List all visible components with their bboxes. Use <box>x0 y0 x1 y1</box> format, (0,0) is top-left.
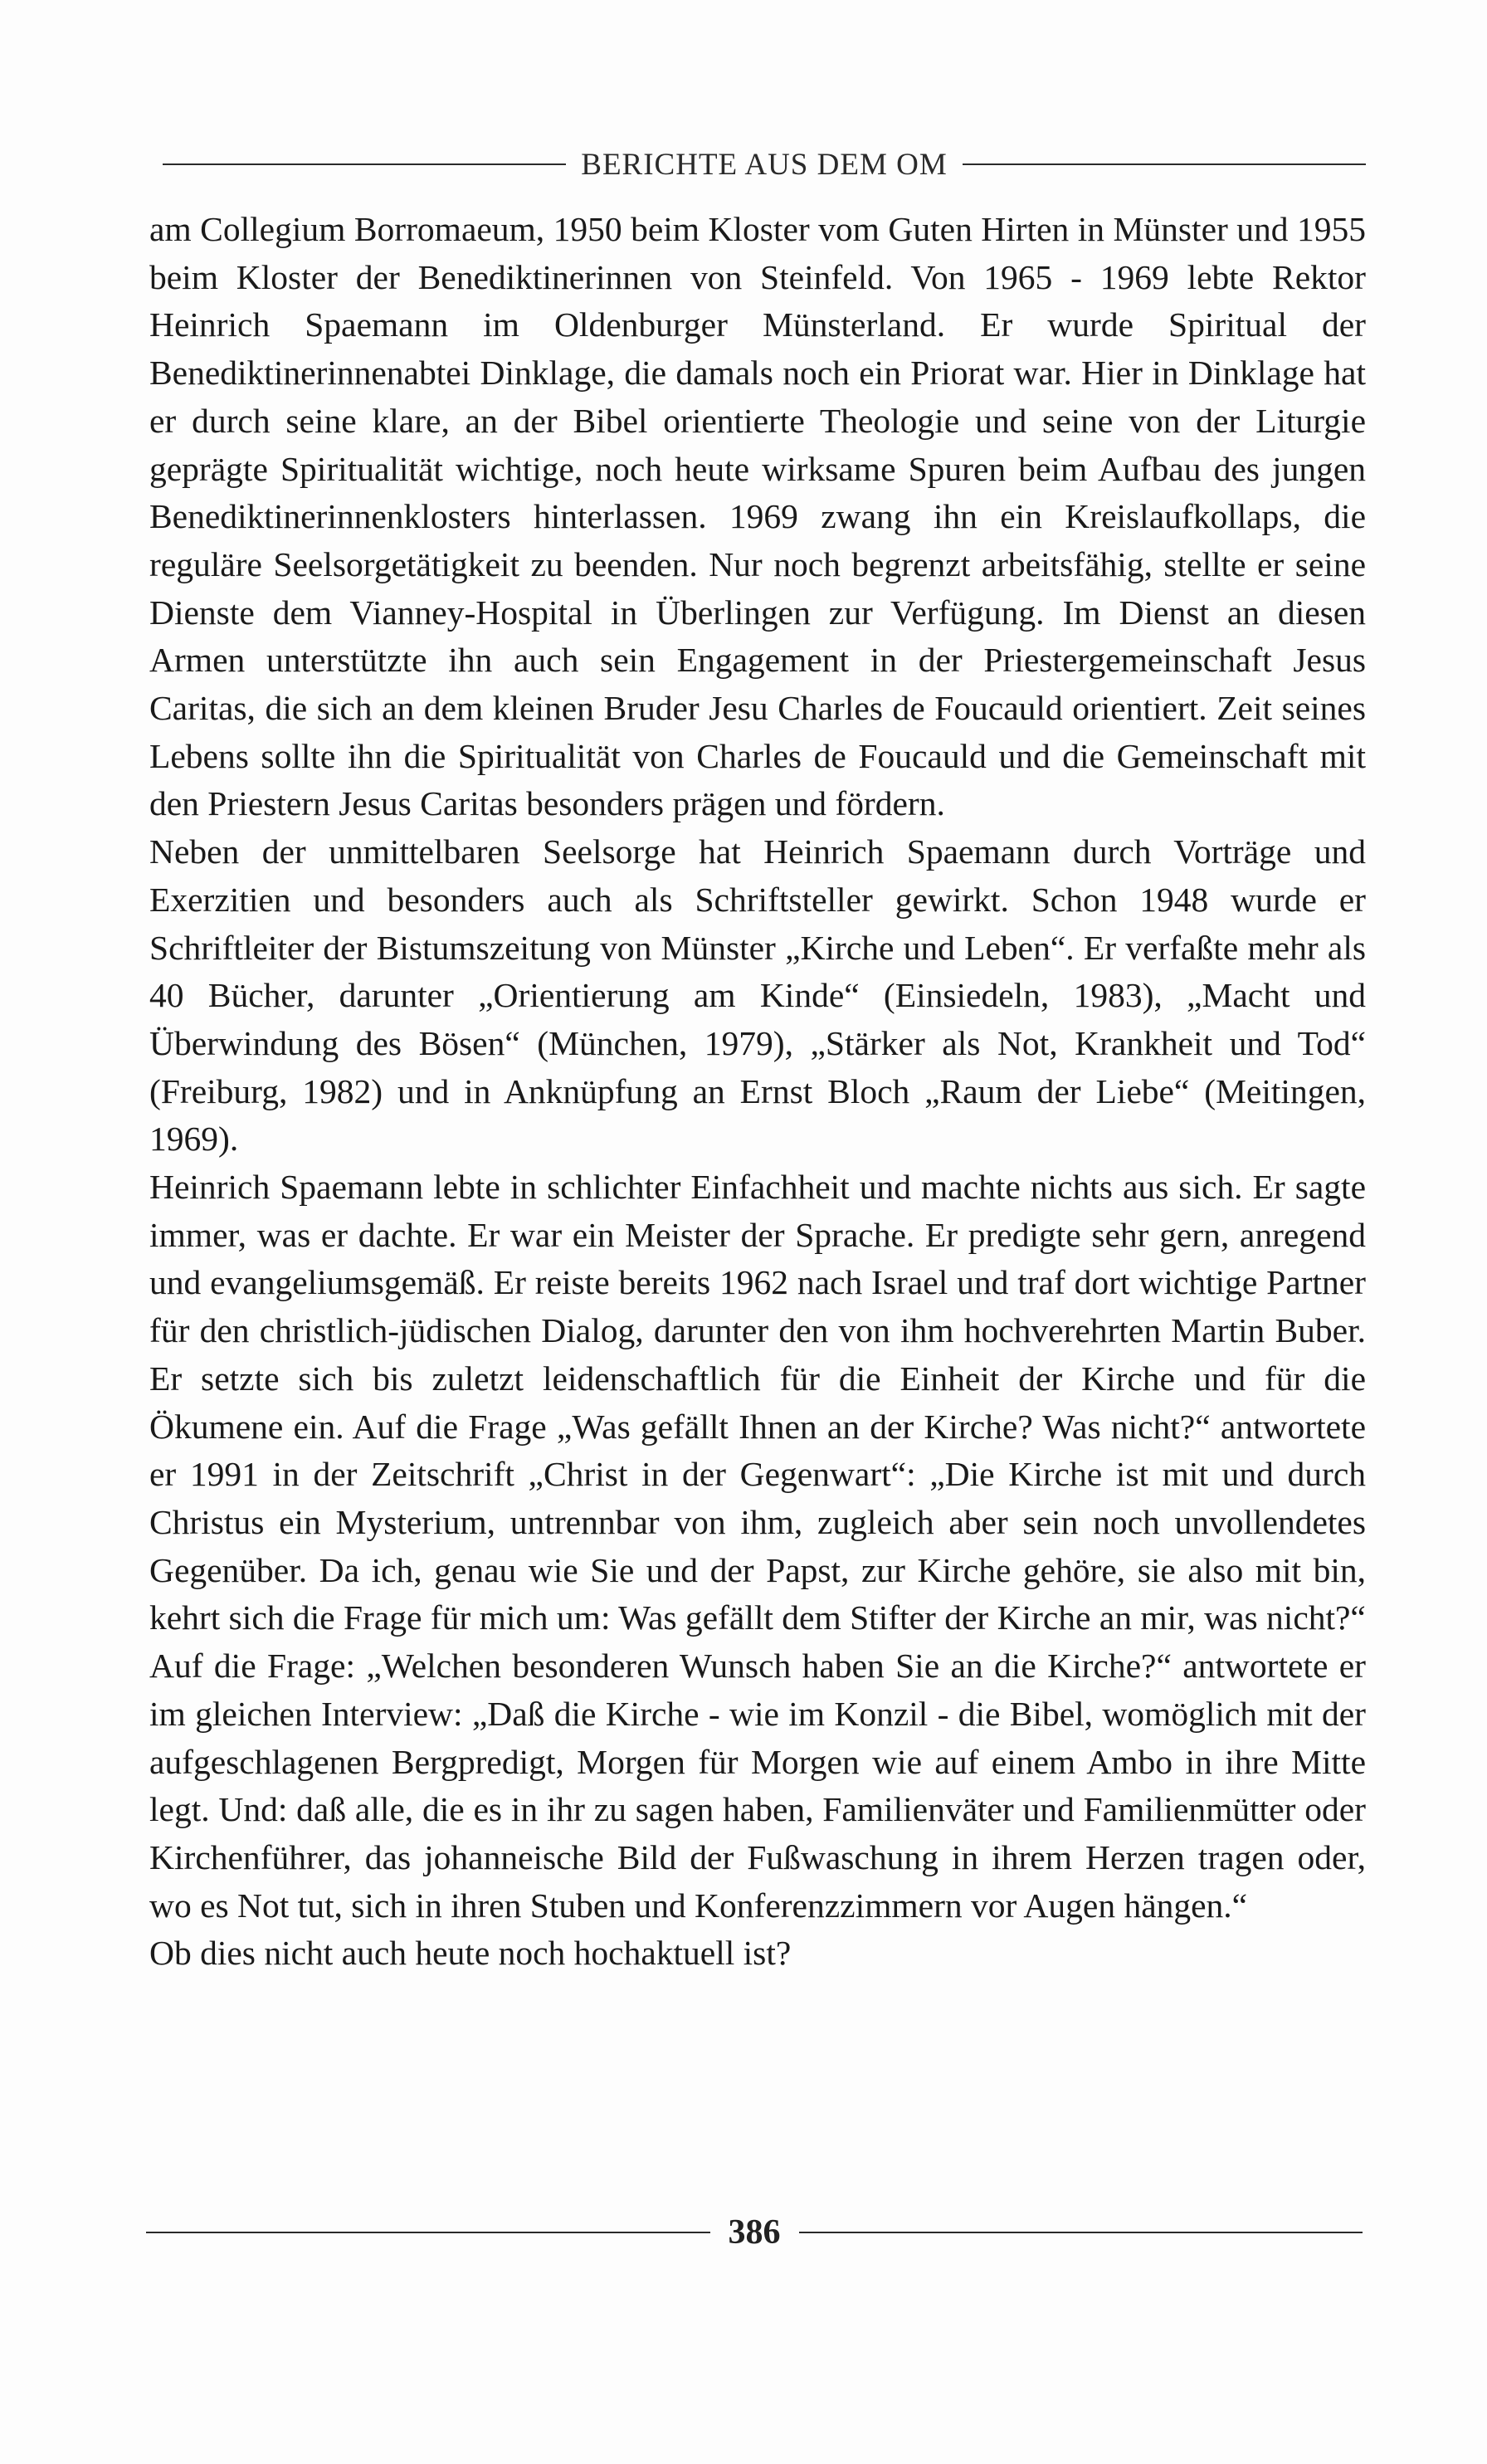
page-number: 386 <box>728 2213 781 2252</box>
header-rule-left <box>163 163 566 165</box>
paragraph-3: Heinrich Spaemann lebte in schlichter Einfachheit und machte nichts aus sich. Er sagte immer, was er dachte. Er war ein Meister der Sprache. Er predigte sehr gern, anregend und evangeliumsgemäß. Er reiste bereits 1962 nach Israel und traf dort wichtige Partner für den christlich-jüdischen Dialog, darunter den von ihm hochverehrten Martin Buber. Er setzte sich bis zuletzt leidenschaftlich für die Einheit der Kirche und für die Ökumene ein. Auf die Frage „Was gefällt Ihnen an der Kirche? Was nicht?“ antwortete er 1991 in der Zeitschrift „Christ in der Gegenwart“: „Die Kirche ist mit und durch Christus ein Mysterium, untrennbar von ihm, zugleich aber sein noch unvollendetes Gegenüber. Da ich, genau wie Sie und der Papst, zur Kirche gehöre, sie also mit bin, kehrt sich die Frage für mich um: Was gefällt dem Stifter der Kirche an mir, was nicht?“ <box>149 1168 1366 1637</box>
paragraph-4: Auf die Frage: „Welchen besonderen Wunsch haben Sie an die Kirche?“ antwortete er im gleichen Interview: „Daß die Kirche - wie im Konzil - die Bibel, womöglich mit der aufgeschlagenen Bergpredigt, Morgen für Morgen wie auf einem Ambo in ihre Mitte legt. Und: daß alle, die es in ihr zu sagen haben, Familienväter und Familienmütter oder Kirchenführer, das johanneische Bild der Fußwaschung in ihrem Herzen tragen oder, wo es Not tut, sich in ihren Stuben und Konferenzzimmern vor Augen hängen.“ <box>149 1647 1366 1925</box>
running-header <box>163 139 1366 189</box>
footer-rule-left <box>146 2232 710 2233</box>
running-title: BERICHTE AUS DEM OM <box>581 147 948 182</box>
paragraph-2: Neben der unmittelbaren Seelsorge hat Heinrich Spaemann durch Vorträge und Exerzitien und besonders auch als Schriftsteller gewirkt. Schon 1948 wurde er Schriftleiter der Bistumszeitung von Münster „Kirche und Leben“. Er verfaßte mehr als 40 Bücher, darunter „Orientierung am Kinde“ (Einsiedeln, 1983), „Macht und Überwindung des Bösen“ (München, 1979), „Stärker als Not, Krankheit und Tod“ (Freiburg, 1982) und in Anknüpfung an Ernst Bloch „Raum der Liebe“ (Meitingen, 1969). <box>149 832 1366 1159</box>
paragraph-5: Ob dies nicht auch heute noch hochaktuell ist? <box>149 1934 792 1973</box>
paragraph-1: am Collegium Borromaeum, 1950 beim Kloster vom Guten Hirten in Münster und 1955 beim Kloster der Benediktinerinnen von Steinfeld. Von 1965 - 1969 lebte Rektor Heinrich Spaemann im Oldenburger Münsterland. Er wurde Spiritual der Benediktinerinnenabtei Dinklage, die damals noch ein Priorat war. Hier in Dinklage hat er durch seine klare, an der Bibel orientierte Theologie und seine von der Liturgie geprägte Spiritualität wichtige, noch heute wirksame Spuren beim Aufbau des jungen Benediktinerinnenklosters hinterlassen. 1969 zwang ihn ein Kreislaufkollaps, die reguläre Seelsorgetätigkeit zu beenden. Nur noch begrenzt arbeitsfähig, stellte er seine Dienste dem Vianney-Hospital in Überlingen zur Verfügung. Im Dienst an diesen Armen unterstützte ihn auch sein Engagement in der Priestergemeinschaft Jesus Caritas, die sich an dem kleinen Bruder Jesu Charles de Foucauld orientiert. Zeit seines Lebens sollte ihn die Spiritualität von Charles de Foucauld und die Gemeinschaft mit den Priestern Jesus Caritas besonders prägen und fördern. <box>149 210 1366 823</box>
footer-rule-right <box>799 2232 1363 2233</box>
page-footer <box>146 2208 1363 2257</box>
body-text <box>149 206 1366 1978</box>
header-rule-right <box>963 163 1366 165</box>
